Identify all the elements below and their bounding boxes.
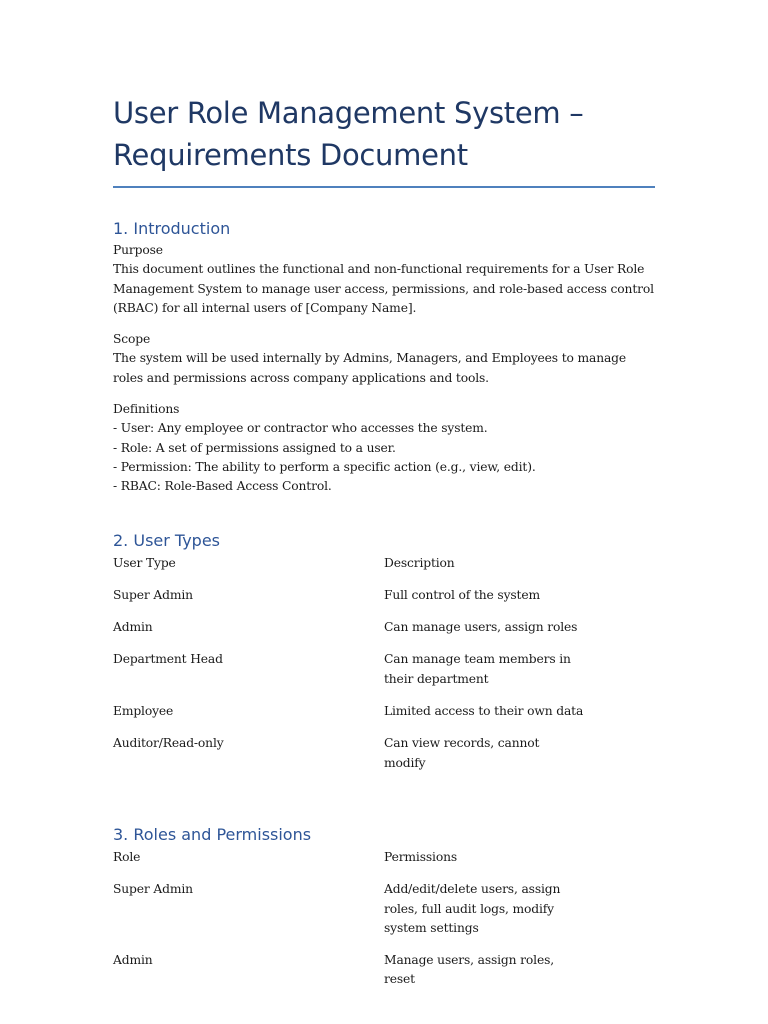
definition-item: - Role: A set of permissions assigned to a user. <box>113 440 396 455</box>
table-header-cell: Role <box>113 849 141 864</box>
table-header-cell: Description <box>384 555 455 570</box>
user-types-heading: 2. User Types <box>113 530 220 550</box>
table-cell: Employee <box>113 704 174 719</box>
table-cell: Can manage users, assign roles <box>384 620 578 635</box>
definition-item: - User: Any employee or contractor who accesses the system. <box>113 421 488 436</box>
definitions-label: Definitions <box>113 402 180 417</box>
table-cell: Auditor/Read-only <box>113 736 224 751</box>
table-cell: Admin <box>113 620 153 635</box>
purpose-text: This document outlines the functional and non-functional requirements for a User Role Management System to manage user access, permissions, and role-based access control (RBAC) for all internal users of [Company Name]. <box>113 262 654 315</box>
title-underline <box>113 186 655 188</box>
definitions-list <box>113 419 655 496</box>
document-page <box>113 92 655 1003</box>
table-cell: Can manage team members in their department <box>384 652 571 686</box>
document-title: User Role Management System – Requirements Document <box>113 96 584 172</box>
introduction-heading: 1. Introduction <box>113 219 231 238</box>
table-cell: Can view records, cannot modify <box>384 736 540 770</box>
definition-item: - RBAC: Role-Based Access Control. <box>113 479 332 494</box>
table-header-cell: User Type <box>113 555 176 570</box>
table-cell: Department Head <box>113 652 223 667</box>
table-cell: Admin <box>113 953 153 968</box>
table-cell: Limited access to their own data <box>384 704 584 719</box>
scope-label: Scope <box>113 332 151 347</box>
table-cell: Add/edit/delete users, assign roles, full audit logs, modify system settings <box>384 882 561 935</box>
table-cell: Super Admin <box>113 882 193 897</box>
table-header-cell: Permissions <box>384 849 458 864</box>
table-cell: Super Admin <box>113 587 193 602</box>
table-cell: Full control of the system <box>384 587 540 602</box>
table-cell: Manage users, assign roles, reset <box>384 953 554 987</box>
scope-text: The system will be used internally by Admins, Managers, and Employees to manage roles and permissions across company applications and tools. <box>113 351 627 385</box>
roles-permissions-heading: 3. Roles and Permissions <box>113 824 312 844</box>
purpose-label: Purpose <box>113 243 163 257</box>
user-types-table <box>113 554 655 786</box>
roles-permissions-table <box>113 848 655 1003</box>
definition-item: - Permission: The ability to perform a specific action (e.g., view, edit). <box>113 459 536 474</box>
